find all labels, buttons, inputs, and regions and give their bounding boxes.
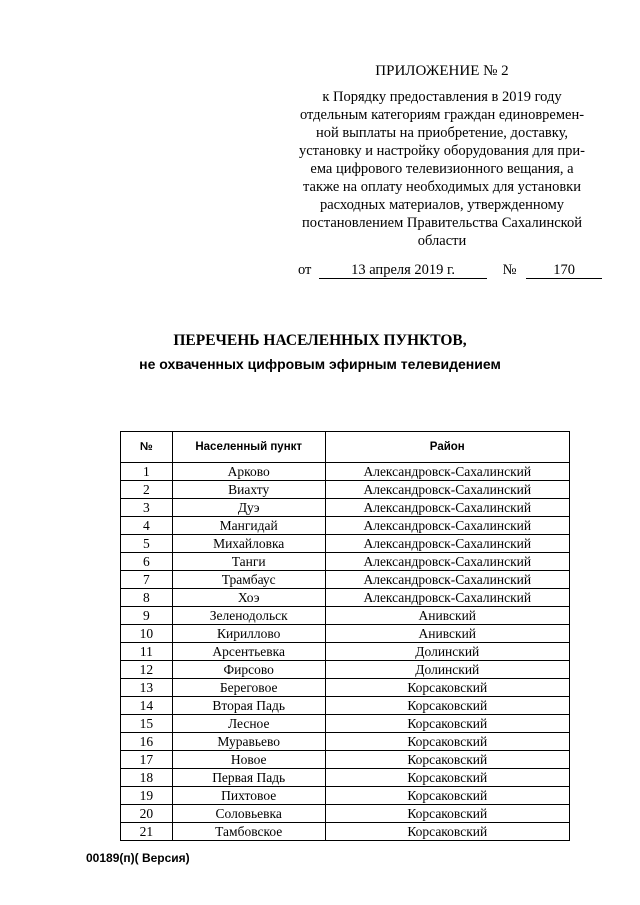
decree-date-row: [298, 262, 598, 279]
table-row: [121, 625, 570, 643]
district-name: Корсаковский: [325, 823, 569, 841]
header-settlement: Населенный пункт: [172, 432, 325, 463]
district-name: Корсаковский: [325, 769, 569, 787]
settlement-name: Муравьево: [172, 733, 325, 751]
row-number: 11: [121, 643, 173, 661]
settlement-name: Михайловка: [172, 535, 325, 553]
row-number: 8: [121, 589, 173, 607]
appendix-line: к Порядку предоставления в 2019 году: [322, 89, 562, 105]
settlement-name: Лесное: [172, 715, 325, 733]
settlement-name: Трамбаус: [172, 571, 325, 589]
list-subtitle: не охваченных цифровым эфирным телевидением: [139, 356, 501, 372]
settlement-name: Арсентьевка: [172, 643, 325, 661]
row-number: 20: [121, 805, 173, 823]
decree-date: 13 апреля 2019 г.: [319, 262, 487, 279]
settlement-name: Кириллово: [172, 625, 325, 643]
row-number: 6: [121, 553, 173, 571]
table-row: [121, 535, 570, 553]
table-row: [121, 607, 570, 625]
district-name: Александровск-Сахалинский: [325, 589, 569, 607]
district-name: Александровск-Сахалинский: [325, 499, 569, 517]
appendix-line: также на оплату необходимых для установки: [303, 179, 581, 195]
table-row: [121, 679, 570, 697]
table-row: [121, 499, 570, 517]
table-row: [121, 751, 570, 769]
from-label: от: [298, 262, 312, 278]
district-name: Александровск-Сахалинский: [325, 463, 569, 481]
row-number: 16: [121, 733, 173, 751]
settlement-name: Фирсово: [172, 661, 325, 679]
document-footer: 00189(п)( Версия): [86, 851, 190, 865]
appendix-title: ПРИЛОЖЕНИЕ № 2: [375, 63, 509, 79]
table-header-row: [121, 432, 570, 463]
settlement-name: Арково: [172, 463, 325, 481]
number-label: №: [502, 262, 517, 278]
row-number: 9: [121, 607, 173, 625]
row-number: 15: [121, 715, 173, 733]
district-name: Александровск-Сахалинский: [325, 571, 569, 589]
district-name: Корсаковский: [325, 715, 569, 733]
district-name: Корсаковский: [325, 733, 569, 751]
district-name: Александровск-Сахалинский: [325, 535, 569, 553]
settlement-name: Соловьевка: [172, 805, 325, 823]
appendix-line: установку и настройку оборудования для при-: [298, 143, 586, 159]
district-name: Корсаковский: [325, 679, 569, 697]
row-number: 5: [121, 535, 173, 553]
settlement-name: Тамбовское: [172, 823, 325, 841]
district-name: Александровск-Сахалинский: [325, 517, 569, 535]
table-row: [121, 733, 570, 751]
settlement-name: Новое: [172, 751, 325, 769]
table-row: [121, 769, 570, 787]
row-number: 2: [121, 481, 173, 499]
district-name: Корсаковский: [325, 697, 569, 715]
district-name: Корсаковский: [325, 805, 569, 823]
appendix-line: постановлением Правительства Сахалинской: [302, 215, 582, 231]
table-row: [121, 715, 570, 733]
settlement-name: Береговое: [172, 679, 325, 697]
table-row: [121, 697, 570, 715]
row-number: 10: [121, 625, 173, 643]
district-name: Корсаковский: [325, 787, 569, 805]
row-number: 17: [121, 751, 173, 769]
decree-number: 170: [526, 262, 602, 279]
row-number: 4: [121, 517, 173, 535]
table-row: [121, 553, 570, 571]
appendix-block: [292, 62, 592, 250]
table-row: [121, 571, 570, 589]
row-number: 19: [121, 787, 173, 805]
table-row: [121, 517, 570, 535]
row-number: 18: [121, 769, 173, 787]
settlement-name: Хоэ: [172, 589, 325, 607]
settlement-name: Мангидай: [172, 517, 325, 535]
settlement-name: Первая Падь: [172, 769, 325, 787]
district-name: Анивский: [325, 607, 569, 625]
appendix-line: ной выплаты на приобретение, доставку,: [315, 125, 569, 141]
district-name: Долинский: [325, 643, 569, 661]
row-number: 14: [121, 697, 173, 715]
settlement-name: Танги: [172, 553, 325, 571]
settlement-name: Зеленодольск: [172, 607, 325, 625]
settlements-table: [120, 431, 570, 841]
table-row: [121, 481, 570, 499]
district-name: Анивский: [325, 625, 569, 643]
row-number: 13: [121, 679, 173, 697]
row-number: 12: [121, 661, 173, 679]
district-name: Корсаковский: [325, 751, 569, 769]
appendix-line: области: [417, 233, 467, 249]
table-row: [121, 661, 570, 679]
district-name: Долинский: [325, 661, 569, 679]
table-row: [121, 787, 570, 805]
table-row: [121, 463, 570, 481]
appendix-line: расходных материалов, утвержденному: [319, 197, 565, 213]
table-row: [121, 643, 570, 661]
settlement-name: Вторая Падь: [172, 697, 325, 715]
settlement-name: Пихтовое: [172, 787, 325, 805]
settlement-name: Дуэ: [172, 499, 325, 517]
table-row: [121, 589, 570, 607]
district-name: Александровск-Сахалинский: [325, 481, 569, 499]
list-title: ПЕРЕЧЕНЬ НАСЕЛЕННЫХ ПУНКТОВ,: [173, 332, 467, 349]
appendix-line: ема цифрового телевизионного вещания, а: [310, 161, 574, 177]
table-body: [121, 463, 570, 841]
district-name: Александровск-Сахалинский: [325, 553, 569, 571]
row-number: 7: [121, 571, 173, 589]
row-number: 1: [121, 463, 173, 481]
appendix-line: отдельным категориям граждан единовремен-: [299, 107, 585, 123]
row-number: 21: [121, 823, 173, 841]
table-row: [121, 805, 570, 823]
table-row: [121, 823, 570, 841]
row-number: 3: [121, 499, 173, 517]
header-number: №: [121, 432, 173, 463]
header-district: Район: [325, 432, 569, 463]
settlement-name: Виахту: [172, 481, 325, 499]
